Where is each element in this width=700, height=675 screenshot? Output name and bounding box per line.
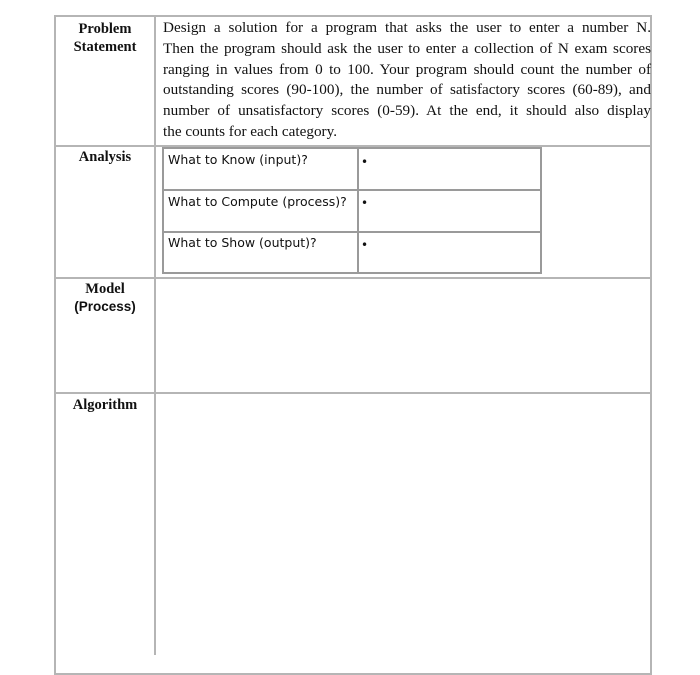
problem-label-line2: Statement — [73, 39, 137, 55]
analysis-label: Analysis — [78, 149, 132, 165]
what-to-show-label: What to Show (output)? — [168, 235, 317, 250]
model-label-line1: Model — [85, 281, 125, 297]
model-answer-cell[interactable] — [156, 279, 650, 392]
analysis-row-divider — [162, 231, 542, 233]
statement-line: outstanding scores (90-100), the number of satisfactory scores (60-89), and — [163, 81, 651, 99]
problem-statement-text — [163, 18, 651, 143]
analysis-column-divider — [357, 147, 359, 274]
algorithm-answer-cell[interactable] — [156, 394, 650, 652]
statement-line: Design a solution for a program that asks the user to enter a number N. — [163, 19, 651, 36]
what-to-compute-label: What to Compute (process)? — [168, 194, 347, 209]
bullet-icon: • — [361, 155, 369, 169]
model-label-line2: (Process) — [74, 299, 136, 314]
problem-label-line1: Problem — [78, 21, 132, 37]
statement-line: number of unsatisfactory scores (0-59). At the end, it should also display — [163, 102, 651, 120]
statement-line: ranging in values from 0 to 100. Your program should count the number of — [163, 60, 651, 78]
analysis-row-divider — [162, 189, 542, 191]
statement-line: the counts for each category. — [163, 122, 338, 140]
what-to-know-label: What to Know (input)? — [168, 152, 308, 167]
algorithm-label: Algorithm — [72, 397, 138, 413]
bullet-icon: • — [361, 196, 369, 210]
problem-statement-label — [56, 20, 154, 56]
model-label — [56, 280, 154, 316]
statement-line: Then the program should ask the user to enter a collection of N exam scores — [163, 39, 651, 57]
bullet-icon: • — [361, 238, 369, 252]
